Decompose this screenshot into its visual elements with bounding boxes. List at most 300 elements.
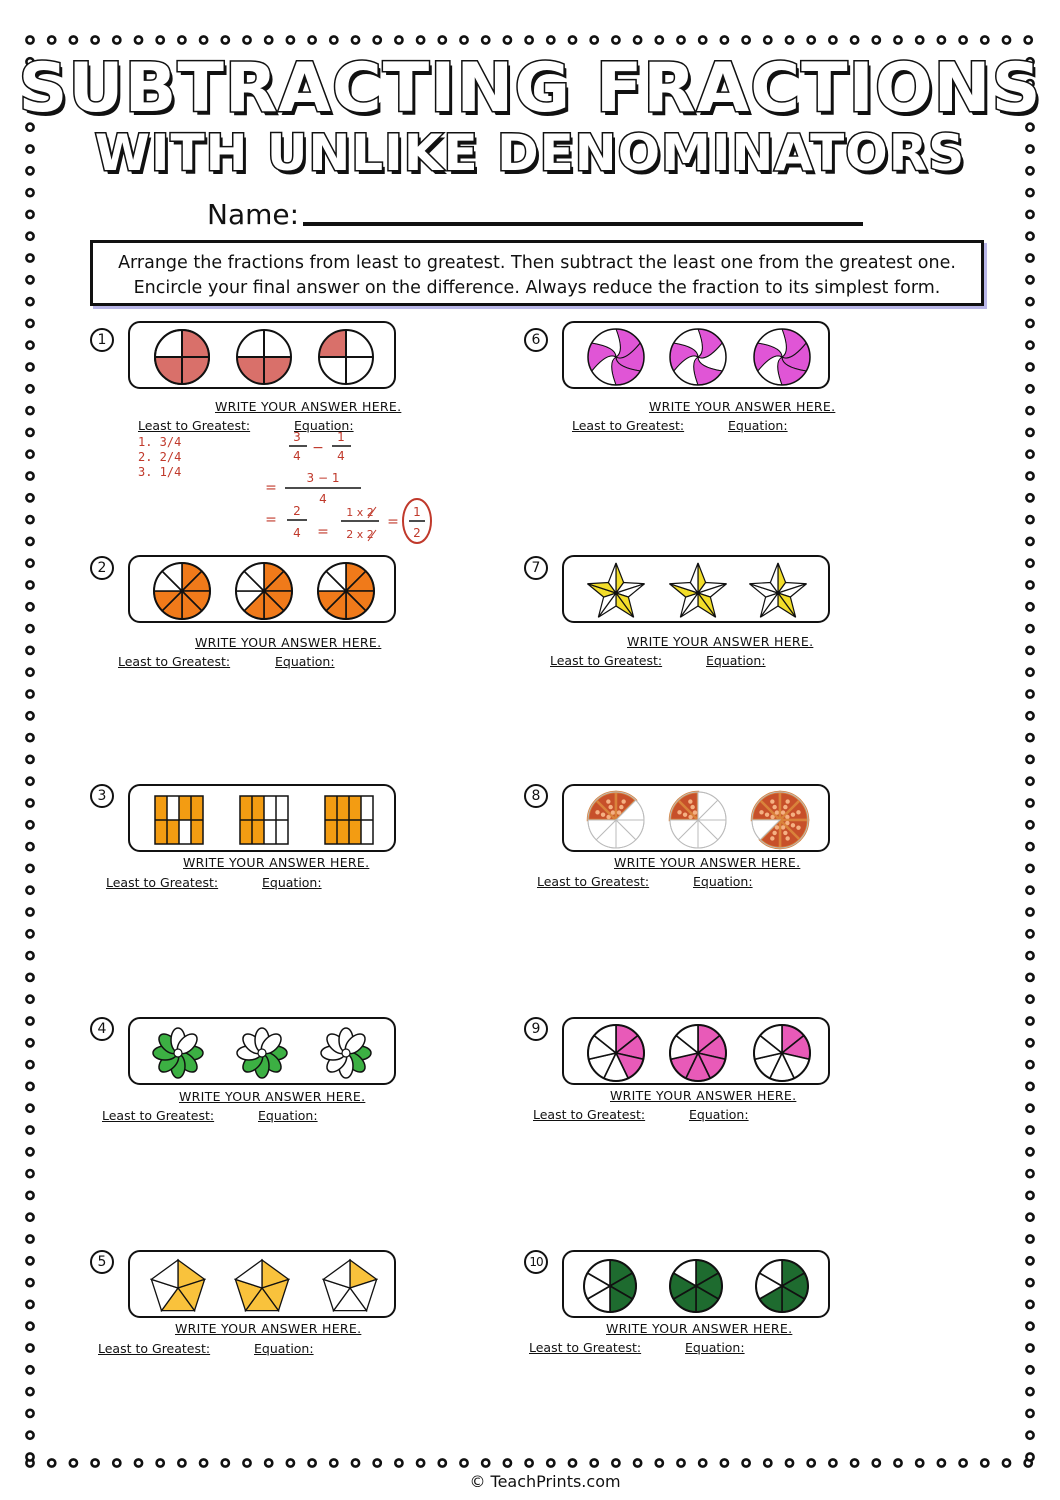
border-dot — [1026, 996, 1033, 1003]
border-dot — [1026, 843, 1033, 850]
border-dot — [26, 908, 33, 915]
border-dot — [743, 36, 750, 43]
frac-den: 4 — [337, 449, 345, 463]
border-dot — [26, 952, 33, 959]
border-dot — [26, 1453, 33, 1460]
border-dot — [26, 1366, 33, 1373]
equals: = — [317, 524, 329, 540]
border-dot — [243, 36, 250, 43]
problem-1-figure-box — [128, 321, 396, 389]
problem-8-figure-box — [562, 784, 830, 852]
border-dot — [26, 1083, 33, 1090]
border-dot — [1026, 1366, 1033, 1373]
border-dot — [157, 1459, 164, 1466]
border-dot — [808, 36, 815, 43]
equals: = — [265, 480, 277, 496]
border-dot — [1026, 472, 1033, 479]
border-dot — [1026, 1432, 1033, 1439]
border-dot — [26, 385, 33, 392]
border-dot — [26, 669, 33, 676]
answer-den: 2 — [413, 526, 421, 540]
fraction-circle-icon — [754, 1025, 810, 1081]
border-dot — [26, 363, 33, 370]
border-dot — [981, 36, 988, 43]
equation-label: Equation: — [689, 1107, 749, 1122]
write-answer-label: WRITE YOUR ANSWER HERE. — [175, 1321, 362, 1336]
border-dot — [1026, 342, 1033, 349]
swirl-circle-icon — [754, 329, 810, 385]
least-to-greatest-label: Least to Greatest: — [102, 1108, 215, 1123]
star-icon — [749, 563, 806, 617]
border-dot — [938, 36, 945, 43]
equation-label: Equation: — [706, 653, 766, 668]
fraction-circle-icon — [584, 1260, 636, 1312]
equation-label: Equation: — [275, 654, 335, 669]
border-dot — [699, 36, 706, 43]
border-dot — [1026, 1257, 1033, 1264]
border-dot — [309, 36, 316, 43]
border-dot — [113, 36, 120, 43]
border-dot — [1026, 865, 1033, 872]
border-dot — [873, 1459, 880, 1466]
border-dot — [26, 821, 33, 828]
border-dot — [26, 603, 33, 610]
border-dot — [178, 36, 185, 43]
border-dot — [26, 1105, 33, 1112]
border-dot — [330, 1459, 337, 1466]
border-dot — [26, 211, 33, 218]
border-dot — [26, 1235, 33, 1242]
problem-number-8: 8 — [524, 784, 548, 808]
instructions-line-2: Encircle your final answer on the difference. Always reduce the fraction to its simplest form. — [133, 278, 941, 298]
equation-label: Equation: — [254, 1341, 314, 1356]
border-dot — [26, 1344, 33, 1351]
border-dot — [829, 1459, 836, 1466]
least-to-greatest-label: Least to Greatest: — [533, 1107, 646, 1122]
fraction-circle-icon — [670, 1260, 722, 1312]
border-dot — [1026, 407, 1033, 414]
frac-num: 2 — [293, 504, 301, 518]
equation-label: Equation: — [262, 875, 322, 890]
least-to-greatest-label: Least to Greatest: — [106, 875, 219, 890]
border-dot — [1026, 1039, 1033, 1046]
answer-num: 1 — [413, 505, 421, 519]
problem-number-9: 9 — [524, 1017, 548, 1041]
border-dot — [26, 734, 33, 741]
border-dot — [26, 974, 33, 981]
write-answer-label: WRITE YOUR ANSWER HERE. — [183, 855, 370, 870]
border-dot — [1026, 560, 1033, 567]
border-dot — [26, 1388, 33, 1395]
border-dot — [439, 1459, 446, 1466]
fraction-circle-icon — [318, 563, 374, 619]
worksheet-subtitle: WITH UNLIKE DENOMINATORS — [94, 124, 966, 182]
border-dot — [70, 36, 77, 43]
border-dot — [482, 36, 489, 43]
border-dot — [26, 1170, 33, 1177]
border-dot — [26, 996, 33, 1003]
frac-den: 4 — [319, 492, 327, 506]
border-dot — [26, 778, 33, 785]
border-dot — [26, 36, 33, 43]
border-dot — [1026, 974, 1033, 981]
least-to-greatest-label: Least to Greatest: — [529, 1340, 642, 1355]
border-dot — [26, 472, 33, 479]
border-dot — [1026, 494, 1033, 501]
border-dot — [287, 36, 294, 43]
least-to-greatest-label: Least to Greatest: — [572, 418, 685, 433]
border-dot — [178, 1459, 185, 1466]
border-dot — [894, 36, 901, 43]
border-dot — [395, 1459, 402, 1466]
border-dot — [1026, 1344, 1033, 1351]
border-dot — [1026, 276, 1033, 283]
fraction-circle-icon — [155, 330, 209, 384]
border-dot — [482, 1459, 489, 1466]
write-answer-label: WRITE YOUR ANSWER HERE. — [610, 1088, 797, 1103]
border-dot — [1026, 581, 1033, 588]
equals: = — [387, 514, 399, 530]
border-dot — [113, 1459, 120, 1466]
write-answer-label: WRITE YOUR ANSWER HERE. — [649, 399, 836, 414]
problem-7-figure-box — [562, 555, 830, 623]
border-dot — [1026, 952, 1033, 959]
border-dot — [634, 36, 641, 43]
border-dot — [1026, 1279, 1033, 1286]
name-label: Name: — [207, 198, 300, 231]
border-dot — [591, 1459, 598, 1466]
border-dot — [352, 36, 359, 43]
least-to-greatest-label: Least to Greatest: — [537, 874, 650, 889]
least-to-greatest-label: Least to Greatest: — [138, 418, 251, 433]
border-dot — [851, 36, 858, 43]
border-dot — [1026, 1192, 1033, 1199]
border-dot — [460, 36, 467, 43]
border-dot — [26, 1279, 33, 1286]
border-dot — [26, 451, 33, 458]
border-dot — [26, 625, 33, 632]
border-dot — [1026, 1083, 1033, 1090]
border-dot — [26, 429, 33, 436]
instructions-line-1: Arrange the fractions from least to greatest. Then subtract the least one from the greatest one. — [118, 253, 956, 273]
border-dot — [851, 1459, 858, 1466]
border-dot — [677, 1459, 684, 1466]
border-dot — [135, 36, 142, 43]
border-dot — [894, 1459, 901, 1466]
border-dot — [1026, 189, 1033, 196]
flower-icon — [321, 1028, 371, 1078]
write-answer-label: WRITE YOUR ANSWER HERE. — [627, 634, 814, 649]
equals: = — [265, 512, 277, 528]
frac-num: 3 − 1 — [306, 471, 340, 485]
border-dot — [1025, 36, 1032, 43]
border-dot — [26, 1214, 33, 1221]
border-dot — [1026, 254, 1033, 261]
fraction-circle-icon — [756, 1260, 808, 1312]
border-dot — [1026, 712, 1033, 719]
pie-dessert-icon — [752, 792, 808, 848]
border-dot — [1026, 908, 1033, 915]
example-order-list — [138, 435, 181, 480]
least-to-greatest-label: Least to Greatest: — [550, 653, 663, 668]
border-dot — [265, 36, 272, 43]
border-dot — [26, 1061, 33, 1068]
border-dot — [612, 36, 619, 43]
border-dot — [26, 1192, 33, 1199]
problem-number-6: 6 — [524, 328, 548, 352]
problem-5-figure-box — [128, 1250, 396, 1318]
border-dot — [374, 36, 381, 43]
write-answer-label: WRITE YOUR ANSWER HERE. — [195, 635, 382, 650]
problem-10-figure-box — [562, 1250, 830, 1318]
border-dot — [417, 1459, 424, 1466]
border-dot — [26, 581, 33, 588]
border-dot — [1026, 320, 1033, 327]
border-dot — [1026, 211, 1033, 218]
problem-number-4: 4 — [90, 1017, 114, 1041]
problem-9-figure-box — [562, 1017, 830, 1085]
border-dot — [26, 1148, 33, 1155]
border-dot — [48, 1459, 55, 1466]
border-dot — [786, 36, 793, 43]
border-dot — [1026, 1148, 1033, 1155]
border-dot — [1026, 363, 1033, 370]
border-dot — [26, 407, 33, 414]
border-dot — [1026, 930, 1033, 937]
border-dot — [26, 712, 33, 719]
border-dot — [460, 1459, 467, 1466]
border-dot — [26, 647, 33, 654]
problem-4-figure-box — [128, 1017, 396, 1085]
border-dot — [26, 233, 33, 240]
border-dot — [26, 298, 33, 305]
border-dot — [916, 1459, 923, 1466]
border-dot — [26, 1432, 33, 1439]
border-dot — [26, 1017, 33, 1024]
border-dot — [26, 560, 33, 567]
border-dot — [1026, 1388, 1033, 1395]
border-dot — [634, 1459, 641, 1466]
border-dot — [547, 36, 554, 43]
border-dot — [1026, 690, 1033, 697]
border-dot — [873, 36, 880, 43]
border-dot — [26, 494, 33, 501]
border-dot — [960, 36, 967, 43]
problem-number-7: 7 — [524, 556, 548, 580]
pentagon-icon — [151, 1260, 204, 1311]
border-dot — [1026, 778, 1033, 785]
border-dot — [786, 1459, 793, 1466]
border-dot — [26, 843, 33, 850]
border-dot — [1026, 734, 1033, 741]
problem-number-1: 1 — [90, 328, 114, 352]
write-answer-label: WRITE YOUR ANSWER HERE. — [614, 855, 801, 870]
problem-number-2: 2 — [90, 556, 114, 580]
pie-dessert-icon — [588, 792, 644, 848]
star-icon — [669, 563, 726, 617]
border-dot — [26, 538, 33, 545]
write-answer-label: WRITE YOUR ANSWER HERE. — [215, 399, 402, 414]
instructions-box — [90, 240, 984, 306]
border-dot — [1026, 887, 1033, 894]
border-dot — [677, 36, 684, 43]
fraction-circle-icon — [237, 330, 291, 384]
border-dot — [26, 1410, 33, 1417]
border-dot — [1026, 603, 1033, 610]
border-dot — [439, 36, 446, 43]
border-dot — [938, 1459, 945, 1466]
border-dot — [1026, 233, 1033, 240]
border-dot — [1026, 298, 1033, 305]
border-dot — [330, 36, 337, 43]
border-dot — [1026, 385, 1033, 392]
border-dot — [92, 36, 99, 43]
worksheet-title: SUBTRACTING FRACTIONS — [18, 49, 1042, 128]
border-dot — [1026, 821, 1033, 828]
border-dot — [26, 756, 33, 763]
border-dot — [352, 1459, 359, 1466]
border-dot — [1003, 36, 1010, 43]
problem-number-3: 3 — [90, 784, 114, 808]
frac-den: 4 — [293, 526, 301, 540]
border-dot — [1026, 647, 1033, 654]
border-dot — [1026, 451, 1033, 458]
border-dot — [612, 1459, 619, 1466]
border-dot — [200, 36, 207, 43]
frac-den: 2 x 2 — [346, 528, 374, 541]
problem-6-figure-box — [562, 321, 830, 389]
border-dot — [26, 320, 33, 327]
border-dot — [699, 1459, 706, 1466]
frac-num: 3 — [293, 430, 301, 444]
fraction-rectangle-icon — [325, 796, 373, 844]
border-dot — [504, 1459, 511, 1466]
border-dot — [504, 36, 511, 43]
border-dot — [526, 1459, 533, 1466]
border-dot — [1003, 1459, 1010, 1466]
border-dot — [26, 276, 33, 283]
fraction-circle-icon — [319, 330, 373, 384]
border-dot — [1026, 1410, 1033, 1417]
border-dot — [569, 1459, 576, 1466]
problem-number-5: 5 — [90, 1250, 114, 1274]
border-dot — [591, 36, 598, 43]
border-dot — [1026, 538, 1033, 545]
border-dot — [721, 36, 728, 43]
fraction-circle-icon — [670, 1025, 726, 1081]
border-dot — [70, 1459, 77, 1466]
border-dot — [1026, 625, 1033, 632]
flower-icon — [237, 1028, 287, 1078]
border-dot — [200, 1459, 207, 1466]
example-equation-work — [255, 430, 445, 550]
border-dot — [26, 865, 33, 872]
border-dot — [417, 36, 424, 43]
pentagon-icon — [235, 1260, 288, 1311]
border-dot — [764, 36, 771, 43]
border-dot — [26, 1126, 33, 1133]
border-dot — [981, 1459, 988, 1466]
border-dot — [92, 1459, 99, 1466]
problem-number-10: 10 — [524, 1250, 548, 1274]
border-dot — [547, 1459, 554, 1466]
border-dot — [1026, 429, 1033, 436]
border-dot — [26, 690, 33, 697]
pentagon-icon — [323, 1260, 376, 1311]
border-dot — [265, 1459, 272, 1466]
border-dot — [26, 254, 33, 261]
border-dot — [656, 36, 663, 43]
border-dot — [1026, 669, 1033, 676]
fraction-circle-icon — [154, 563, 210, 619]
border-dot — [26, 930, 33, 937]
order-item: 2. 2/4 — [138, 450, 182, 464]
border-dot — [222, 36, 229, 43]
border-dot — [743, 1459, 750, 1466]
border-dot — [26, 342, 33, 349]
swirl-circle-icon — [670, 329, 726, 385]
border-dot — [1026, 1105, 1033, 1112]
border-dot — [48, 36, 55, 43]
border-dot — [395, 36, 402, 43]
border-dot — [26, 516, 33, 523]
border-dot — [916, 36, 923, 43]
border-dot — [808, 1459, 815, 1466]
border-dot — [1026, 1453, 1033, 1460]
fraction-circle-icon — [236, 563, 292, 619]
write-answer-label: WRITE YOUR ANSWER HERE. — [179, 1089, 366, 1104]
problem-2-figure-box — [128, 555, 396, 623]
border-dot — [829, 36, 836, 43]
operator: − — [312, 440, 324, 456]
frac-num: 1 x 2 — [346, 506, 374, 519]
border-dot — [26, 189, 33, 196]
frac-num: 1 — [337, 430, 345, 444]
border-dot — [1026, 1126, 1033, 1133]
border-dot — [1026, 1301, 1033, 1308]
border-dot — [1026, 799, 1033, 806]
copyright-footer: © TeachPrints.com — [469, 1472, 621, 1491]
border-dot — [222, 1459, 229, 1466]
fraction-circle-icon — [588, 1025, 644, 1081]
border-dot — [526, 36, 533, 43]
border-dot — [309, 1459, 316, 1466]
border-dot — [157, 36, 164, 43]
border-dot — [26, 887, 33, 894]
name-input-line[interactable] — [303, 222, 863, 226]
equation-label: Equation: — [258, 1108, 318, 1123]
equation-label: Equation: — [294, 418, 354, 433]
equation-label: Equation: — [728, 418, 788, 433]
frac-den: 4 — [293, 449, 301, 463]
border-dot — [287, 1459, 294, 1466]
border-dot — [26, 1301, 33, 1308]
border-dot — [569, 36, 576, 43]
least-to-greatest-label: Least to Greatest: — [98, 1341, 211, 1356]
equation-label: Equation: — [685, 1340, 745, 1355]
order-item: 1. 3/4 — [138, 435, 182, 449]
swirl-circle-icon — [588, 329, 644, 385]
border-dot — [243, 1459, 250, 1466]
pie-dessert-icon — [670, 792, 726, 848]
star-icon — [587, 563, 644, 617]
border-dot — [135, 1459, 142, 1466]
border-dot — [1026, 1170, 1033, 1177]
least-to-greatest-label: Least to Greatest: — [118, 654, 231, 669]
border-dot — [1026, 756, 1033, 763]
border-dot — [26, 1039, 33, 1046]
border-dot — [1026, 1323, 1033, 1330]
